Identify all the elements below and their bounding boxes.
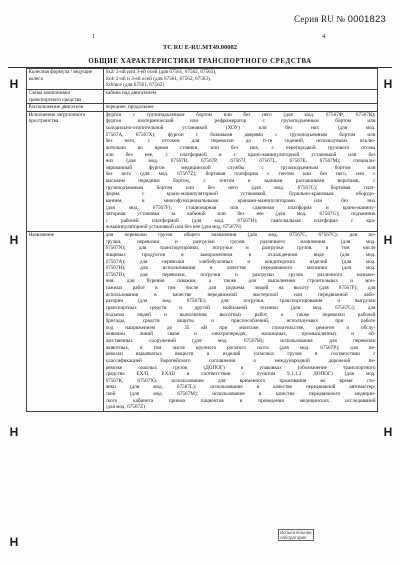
row-value	[104, 104, 378, 112]
value-line: для перевозки грузов общего назначения (для мод. 67567С, 67567С); для по-	[105, 232, 376, 238]
value-line: живании линий связи и электропередач, жилищных, промышленных и об-	[105, 331, 376, 338]
value-line: 6х6/все (для 67561, 67562)	[105, 82, 165, 89]
value-line: без него, с отсеком для перевозки до 6-ти сидений, используемых исклю-	[105, 138, 376, 145]
row-value	[104, 232, 378, 412]
value-line: бригады, средств защиты и приспособлений, используемых при работе	[105, 318, 376, 325]
value-line: средства ЕХ/II, ЕХ/III в соответствии с пунктом 9.1.1.2 ДОПОГ) (для мод.	[105, 371, 376, 378]
stamp-line: лаборатория	[280, 535, 307, 540]
row-value	[104, 89, 378, 103]
value-line: или без нее, с платформой и с крано-манипуляторной установкой или без	[105, 151, 376, 158]
value-line: холодильно-отопительной установкой (ХОУ) или без них (для мод.	[105, 125, 376, 131]
margin-letter-left: H	[9, 77, 19, 91]
value-line: фургон с грузоподъемным бортом или без него (для мод. 67567Ф, 67567К);	[105, 111, 376, 118]
value-line: ванием, и многофункциональными кранами-манипуляторами или без них	[105, 197, 376, 204]
value-line: транспортных средств и другой мобильной техники (для мод. 67567G); для	[105, 304, 376, 311]
value-line: (для мод. 67567F); стационарная или сдвижная платформа и крано-манипу-	[105, 204, 376, 211]
row-value	[104, 69, 378, 90]
serial-label: Серия RU №	[294, 14, 346, 24]
serial-number: 0001823	[347, 14, 386, 25]
stamp-line: Испытательная	[280, 530, 312, 535]
value-line: кабина над двигателем	[105, 89, 156, 96]
page-number-left: 1	[92, 33, 96, 40]
label-line: Колесная формула / ведущие	[28, 69, 93, 75]
margin-letter-left: H	[9, 425, 19, 439]
value-line: ревозке опасных грузов (ДОПОГ) в упаковках (обозначение транспортного	[105, 364, 376, 371]
value-line: высоким передним бортом, с тентом и задними распашными воротами, с	[105, 178, 376, 184]
table-row	[27, 111, 378, 231]
label-line: Схема компоновки	[28, 89, 71, 96]
value-line: фургон изотермический или рефрижератор с грузоподъемным бортом или	[105, 118, 376, 125]
margin-letter-right: H	[383, 425, 393, 439]
value-line: 6х2/ 2-ой или 3-ей осей (для 67561, 67562, 67563),	[105, 69, 217, 75]
page-title: ОБЩИЕ ХАРАКТЕРИСТИКИ ТРАНСПОРТНОГО СРЕДСТВА	[88, 58, 312, 65]
table-row	[27, 89, 378, 103]
value-line: с рабочей платформой (для мод. 67567Н); самосвальная платформа с кра-	[105, 217, 376, 224]
label-line: колеса	[28, 75, 43, 82]
value-line: (для мод. 67567Z)	[105, 404, 145, 411]
value-line: подъема людей и выполнения высотных работ, а также перевозки рабочей	[105, 311, 376, 318]
value-line: ской (для мод. 67567М); использование в качестве передвижного медицин-	[105, 391, 376, 397]
page-number-right: 4	[322, 33, 326, 40]
margin-letter-right: H	[383, 77, 393, 91]
row-value	[104, 111, 378, 231]
value-line: грузки, перевозки и разгрузки грузов различного назначения (для мод.	[105, 238, 376, 245]
row-label	[27, 89, 104, 103]
margin-letter-left: H	[9, 535, 19, 549]
margin-letter-left: H	[9, 233, 19, 247]
value-line: ратории (для мод. 67567Е); для погрузки, транспортирования и выгрузки	[105, 298, 376, 305]
value-line: форма с крано-манипуляторной установкой, бурильно-крановым оборудо-	[105, 191, 376, 198]
value-line: янки (для мод. 67567L); использование в качестве передвижной автомастер-	[105, 384, 376, 391]
value-line: переднее, продольное	[105, 104, 154, 111]
margin-letter-right: H	[383, 233, 393, 247]
value-line: использования в качестве передвижной мастерской или передвижной лабо-	[105, 291, 376, 298]
value-line: 67567А, 67567Х); фургон с боковыми дверями с грузоподъемным бортом или	[105, 131, 376, 138]
value-line: животных, в том числе крупного рогатого скота (для мод. 67567Р); для пе-	[105, 344, 376, 351]
value-line: чительно во время стоянки, или без них, с перегородкой грузового отсека	[105, 144, 376, 151]
value-line: ревозки взрывчатых веществ и изделий (опасных грузов в соответствии с	[105, 351, 376, 358]
row-label	[27, 111, 104, 231]
value-line: пищевых продуктов в замороженном и охлажденном виде (для мод.	[105, 251, 376, 258]
table-row	[27, 232, 378, 412]
row-label	[27, 232, 104, 412]
value-line: под напряжением до 35 кВ при монтаже, строительстве, ремонте и обслу-	[105, 324, 376, 331]
value-line: ния, для бурения скважин, а также для выполнения строительных и мон-	[105, 278, 376, 285]
value-line: 67567К, 67567Х); использование для временного проживания во время сто-	[105, 377, 376, 384]
value-line: 67567Н); для использования в качестве передвижного магазина (для мод.	[105, 265, 376, 272]
value-line: 67567N); для транспортировки, погрузки и разгрузки грузов, в том числе	[105, 245, 376, 252]
value-line: ляторная установка за кабиной или без нее (для мод.. 67567G); подъемник	[105, 211, 376, 218]
lab-stamp	[278, 527, 314, 545]
value-line: 6х4/ 2-ой и 3-ей осей (для 67561, 67562, 67563),	[105, 75, 211, 82]
value-line: грузоподъемным бортом или без него (для мод. 67567С); бортовая плат-	[105, 184, 376, 191]
value-line: классификацией Европейского соглашения о международной дорожной пе-	[105, 357, 376, 364]
table-row	[27, 104, 378, 112]
table-row	[27, 69, 378, 90]
value-line: номанипуляторной установкой или без нее (для мод. 67567N)	[105, 224, 242, 231]
serial-block	[294, 14, 386, 25]
value-line: тажных работ в том числе для подъема людей на высоту (для 67567F); для	[105, 285, 376, 291]
value-line: 67567D); для перевозки, погрузки и разгрузки грузов различного назначе-	[105, 271, 376, 278]
value-line: щественных сооружений (для мод. 67567Н); использование для перевозки	[105, 338, 376, 344]
label-line: транспортного средства	[28, 96, 82, 103]
label-line: Назначение	[28, 232, 55, 238]
document-id: TC RU E-RU.MT49.00082	[162, 44, 238, 51]
value-line: 67567А); для перевозки хлебобулочных и кондитерских изделий (для мод.	[105, 258, 376, 265]
value-line: зированный фургон медицинской службы с грузоподъемным бортом или	[105, 164, 376, 171]
label-line: Расположение двигателя	[28, 104, 84, 111]
characteristics-table	[26, 68, 378, 412]
row-label	[27, 104, 104, 112]
row-label	[27, 69, 104, 90]
value-line: них (для мод. 67567В, 67567Р, 67567J, 67567L, 67567Е, 67567М); специали-	[105, 158, 376, 165]
label-line: Исполнение загрузочного	[28, 111, 86, 118]
label-line: пространства	[28, 118, 59, 125]
value-line: без него (для мод. 67567Z); бортовая платформа с тентом или без него, или с	[105, 171, 376, 178]
value-line: ского кабинета приема пациентов и проведения медицинских исследований	[105, 397, 376, 404]
